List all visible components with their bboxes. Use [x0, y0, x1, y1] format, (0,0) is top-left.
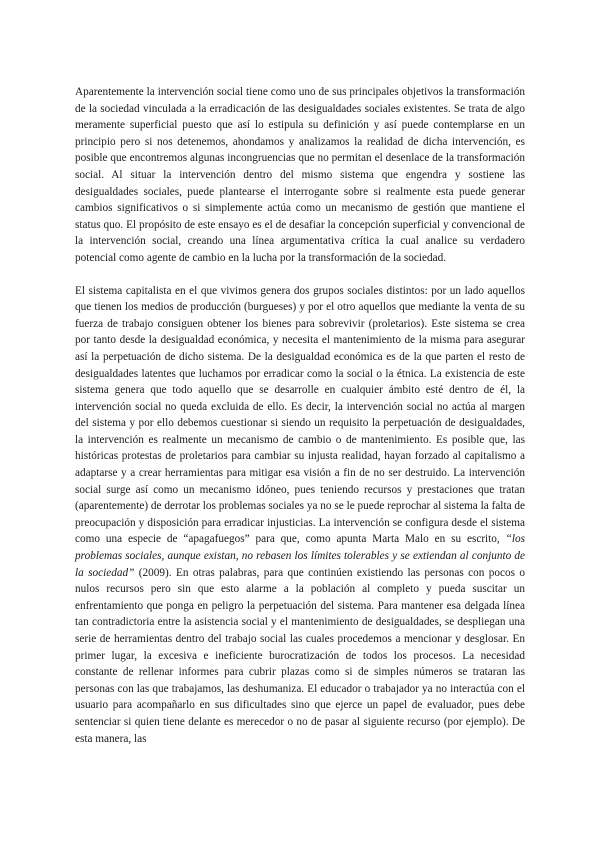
paragraph-capitalism [75, 283, 525, 748]
document-page [75, 84, 525, 747]
paragraph-intro: Aparentemente la intervención social tiene como uno de sus principales objetivos la transformación de la sociedad vinculada a la erradicación de las desigualdades sociales existentes. Se trata de algo meramente superficial puesto que así lo estipula su definición y así puede contemplarse en un principio pero si nos detenemos, ahondamos y analizamos la realidad de dicha intervención, es posible que encontremos algunas incongruencias que no permitan el desenlace de la transformación social. Al situar la intervención dentro del mismo sistema que engendra y sostiene las desigualdades sociales, puede plantearse el interrogante sobre si realmente esta puede generar cambios significativos o si simplemente actúa como un mecanismo de gestión que mantiene el status quo. El propósito de este ensayo es el de desafiar la concepción superficial y convencional de la intervención social, creando una línea argumentativa crítica la cual analice su verdadero potencial como agente de cambio en la lucha por la transformación de la sociedad. [75, 86, 525, 264]
paragraph-capitalism-text: El sistema capitalista en el que vivimos genera dos grupos sociales distintos: por un lado aquellos que tienen los medios de producción (burgueses) y por el otro aquellos que mediante la venta de su fuerza de trabajo consiguen obtener los bienes para sobrevivir (proletarios). Este sistema se crea por tanto desde la desigualdad económica, y necesita el mantenimiento de la misma para asegurar así la perpetuación de dicho sistema. De la desigualdad económica es de la que parten el resto de desigualdades latentes que luchamos por erradicar como la social o la étnica. La existencia de este sistema genera que todo aquello que se desarrolle en cualquier ámbito esté dentro de él, la intervención social no queda excluida de ello. Es decir, la intervención social no actúa al margen del sistema y por ello debemos cuestionar si siendo un requisito la perpetuación de desigualdades, la intervención es realmente un mecanismo de cambio o de mantenimiento. Es posible que, las históricas protestas de proletarios para cambiar su injusta realidad, hayan forzado al capitalismo a adaptarse y a crear herramientas para mitigar esa visión a fin de no ser destruido. La intervención social surge así como un mecanismo idóneo, pues teniendo recursos y prestaciones que tratan (aparentemente) de derrotar los problemas sociales ya no se le puede reprochar al sistema la falta de preocupación y disposición para erradicar injusticias. La intervención se configura desde el sistema como una especie de “apagafuegos” para que, como apunta Marta Malo en su escrito, [75, 284, 525, 546]
quote-marta-malo: “los problemas sociales, aunque existan, no rebasen los límites tolerables y se extiendan al conjunto de la sociedad” [75, 533, 525, 579]
paragraph-capitalism-continuation: (2009). En otras palabras, para que continúen existiendo las personas con pocos o nulos recursos pero sin que esto alarme a la población al completo y pueda suscitar un enfrentamiento que ponga en peligro la perpetuación del sistema. Para mantener esa delgada línea tan contradictoria entre la asistencia social y el mantenimiento de desigualdades, se despliegan una serie de herramientas dentro del trabajo social las cuales procedemos a mencionar y desglosar. En primer lugar, la excesiva e ineficiente burocratización de todos los procesos. La necesidad constante de rellenar informes para cubrir plazas como si de simples números se trataran las personas con las que trabajamos, las deshumaniza. El educador o trabajador ya no interactúa con el usuario para acompañarlo en sus dificultades sino que ejerce un papel de evaluador, pues debe sentenciar si quien tiene delante es merecedor o no de pasar al siguiente recurso (por ejemplo). De esta manera, las [75, 566, 525, 745]
